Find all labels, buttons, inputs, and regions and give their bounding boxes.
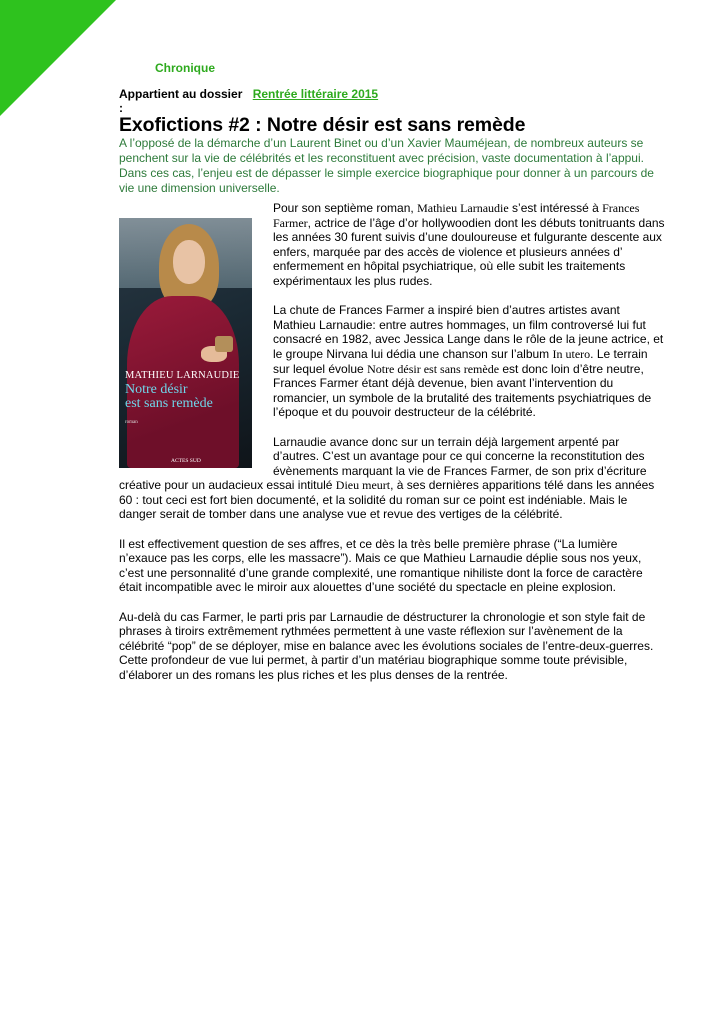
album-name: In utero (552, 346, 591, 361)
article-lead: A l’opposé de la démarche d’un Laurent Binet ou d’un Xavier Mauméjean, de nombreux auteurs se penchent sur la vie de célébrités et les reconstituent avec précision, vaste documentation à l’appui. Dans ces cas, l’enjeu est de dépasser le simple exercice biographique pour donner à un parcours de vie une dimension universelle. (119, 136, 654, 195)
p2-text-a: La chute de Frances Farmer a inspiré bien d’autres artistes avant Mathieu Larnaudie: entre autres hommages, un film controversé lui fut consacré en 1982, avec Jessica Lange dans le rôle de la jeune actrice, et le groupe Nirvana lui dédia une chanson sur l’album (273, 303, 664, 361)
book-cover-image (119, 218, 252, 468)
article-body (119, 201, 665, 697)
paragraph-4: Il est effectivement question de ses affres, et ce dès la très belle première phrase (“La lumière n’exauce pas les corps, elle les massacre”). Mais ce que Mathieu Larnaudie déplie sous nos yeux, c’est une personnalité d’une grande complexité, une romantique nihiliste dont la force de caractère était incompatible avec le miroir aux alouettes d’une société du spectacle en pleine explosion. (119, 536, 643, 595)
subject-name: Frances Farmer (273, 201, 640, 230)
category-label: Chronique (155, 61, 215, 75)
p3-text-a: Larnaudie avance donc sur un terrain déjà largement arpenté par d’autres. C’est un avantage pour ce qui concerne la reconstitution des évènements marquant la vie de Frances Farmer, de son prix d’écriture créative pour un audacieux essai intitulé (119, 434, 647, 493)
cover-genre: roman (125, 420, 138, 425)
p3-text-b: , à ses dernières apparitions télé dans les années 60 : tout ceci est fort bien documenté, et la solidité du roman sur ce point est indéniable. Mais le danger serait de tomber dans une analyse vue et revue des vertiges de la célébrité. (119, 478, 655, 522)
essay-name: Dieu meurt (335, 478, 391, 493)
cover-face (173, 240, 205, 284)
cover-title (125, 383, 213, 411)
dossier-label: Appartient au dossier (119, 87, 243, 101)
p1-text-a: Pour son septième roman, (273, 201, 418, 215)
paragraph-5: Au-delà du cas Farmer, le parti pris par Larnaudie de déstructurer la chronologie et son style fait de phrases à tiroirs extrêmement rythmées permettent à une vaste réflexion sur l’avènement de la célébrité “pop” de se déployer, mise en balance avec les évolutions sociales de l’entre-deux-guerres. Cette profondeur de vue lui permet, à partir d’un matériau biographique somme toute prévisible, d’élaborer un des romans les plus riches et les plus denses de la rentrée. (119, 609, 654, 682)
cover-title-line2: est sans remède (125, 396, 213, 411)
cover-author: MATHIEU LARNAUDIE (125, 370, 240, 381)
p2-text-c: est donc loin d’être neutre, Frances Farmer étant déjà devenue, bien avant l’intervention du romancier, un symbole de la brutalité des traitements psychiatriques de l’époque et du pouvoir destructeur de la célébrité. (273, 361, 652, 420)
cover-publisher: ACTES SUD (171, 458, 201, 464)
p1-text-b: s’est intéressé à (508, 201, 603, 215)
author-name: Mathieu Larnaudie (417, 201, 509, 215)
corner-decoration (0, 0, 116, 116)
p1-text-c: , actrice de l’âge d’or hollywoodien dont les débuts tonitruants dans les années 30 furent suivis d’une douloureuse et fulgurante descente aux enfers, marquée par des accès de violence et plusieurs années d’ enfermement en hôpital psychiatrique, où elle subit les traitements expérimentaux les plus rudes. (273, 215, 665, 288)
p2-text-b: . Le terrain sur lequel évolue (273, 346, 648, 376)
dossier-link[interactable]: Rentrée littéraire 2015 (252, 87, 379, 101)
dossier-line (119, 87, 378, 101)
dossier-colon: : (119, 101, 123, 115)
novel-name: Notre désir est sans remède (367, 361, 500, 376)
cover-cup (215, 336, 233, 352)
cover-title-line1: Notre désir (125, 382, 188, 397)
article-title: Exofictions #2 : Notre désir est sans remède (119, 114, 526, 136)
